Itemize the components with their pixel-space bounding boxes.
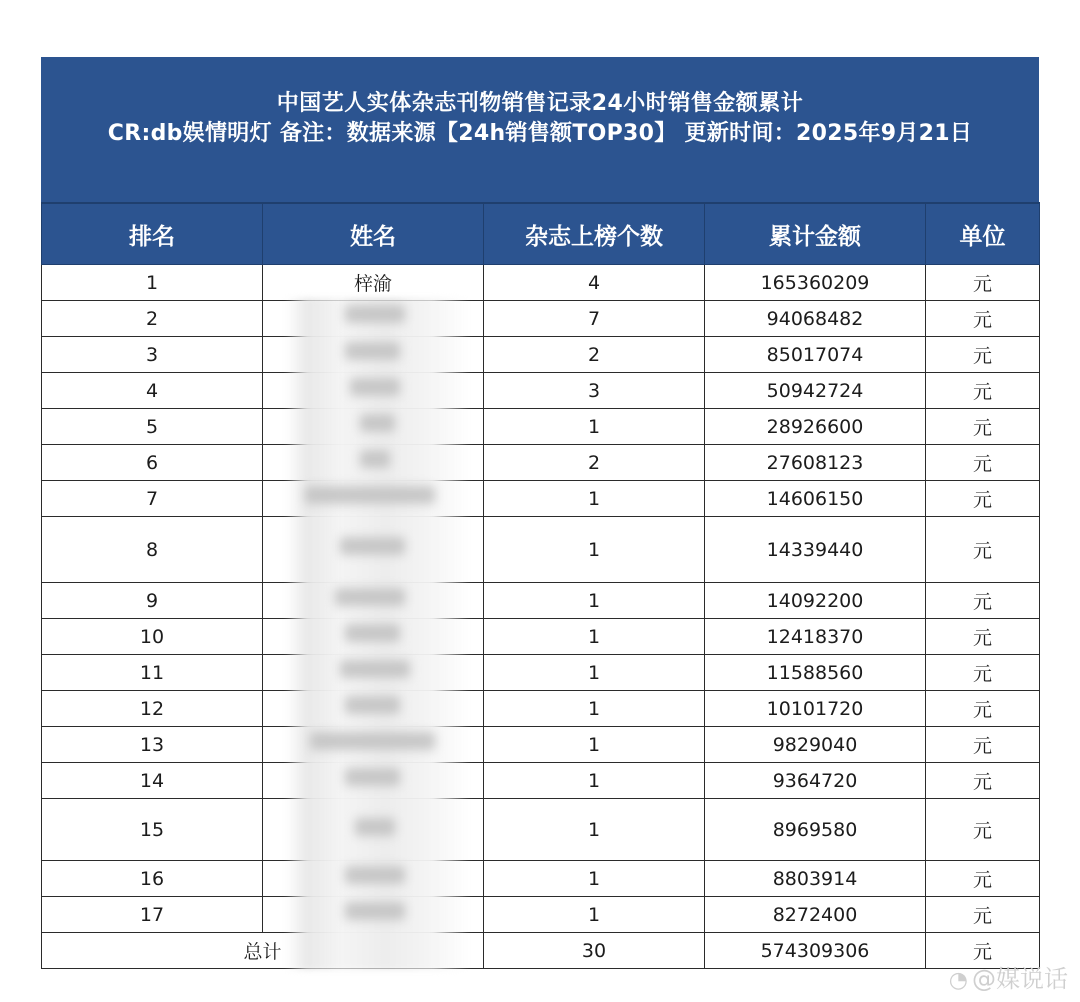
blurred-name bbox=[345, 768, 400, 786]
blurred-name bbox=[310, 732, 435, 750]
rank-cell: 9 bbox=[42, 583, 263, 619]
table-row bbox=[42, 373, 1040, 409]
amount-cell: 8272400 bbox=[705, 897, 926, 933]
blurred-name bbox=[360, 450, 390, 468]
count-cell: 4 bbox=[484, 265, 705, 301]
count-cell: 1 bbox=[484, 897, 705, 933]
unit-cell: 元 bbox=[926, 265, 1040, 301]
table-row bbox=[42, 691, 1040, 727]
unit-cell: 元 bbox=[926, 691, 1040, 727]
total-amount: 574309306 bbox=[705, 933, 926, 969]
amount-cell: 85017074 bbox=[705, 337, 926, 373]
sales-table bbox=[41, 202, 1040, 969]
amount-cell: 9364720 bbox=[705, 763, 926, 799]
weibo-watermark bbox=[949, 959, 1068, 994]
count-cell: 2 bbox=[484, 445, 705, 481]
count-cell: 7 bbox=[484, 301, 705, 337]
unit-cell: 元 bbox=[926, 481, 1040, 517]
count-cell: 1 bbox=[484, 619, 705, 655]
rank-cell: 2 bbox=[42, 301, 263, 337]
unit-cell: 元 bbox=[926, 445, 1040, 481]
table-row bbox=[42, 655, 1040, 691]
unit-cell: 元 bbox=[926, 583, 1040, 619]
unit-cell: 元 bbox=[926, 897, 1040, 933]
unit-cell: 元 bbox=[926, 763, 1040, 799]
page-title: 中国艺人实体杂志刊物销售记录24小时销售金额累计 bbox=[276, 91, 804, 116]
count-cell: 1 bbox=[484, 655, 705, 691]
count-cell: 1 bbox=[484, 799, 705, 861]
name-cell: 梓渝 bbox=[263, 265, 484, 301]
blurred-name bbox=[360, 414, 395, 432]
amount-cell: 14339440 bbox=[705, 517, 926, 583]
table-row bbox=[42, 481, 1040, 517]
rank-cell: 17 bbox=[42, 897, 263, 933]
table-row bbox=[42, 763, 1040, 799]
unit-cell: 元 bbox=[926, 619, 1040, 655]
header-count: 杂志上榜个数 bbox=[484, 203, 705, 265]
rank-cell: 1 bbox=[42, 265, 263, 301]
rank-cell: 15 bbox=[42, 799, 263, 861]
amount-cell: 10101720 bbox=[705, 691, 926, 727]
page-subtitle: CR:db娱情明灯 备注：数据来源【24h销售额TOP30】 更新时间：2025年9月21日 bbox=[107, 121, 973, 146]
total-label: 总计 bbox=[42, 933, 484, 969]
table-row bbox=[42, 799, 1040, 861]
sales-sheet bbox=[41, 57, 1039, 969]
table-row bbox=[42, 727, 1040, 763]
blurred-name bbox=[305, 486, 435, 504]
blurred-name bbox=[345, 342, 400, 360]
weibo-icon: ◔ bbox=[948, 968, 968, 993]
count-cell: 2 bbox=[484, 337, 705, 373]
amount-cell: 8969580 bbox=[705, 799, 926, 861]
count-cell: 1 bbox=[484, 583, 705, 619]
rank-cell: 12 bbox=[42, 691, 263, 727]
table-row bbox=[42, 265, 1040, 301]
table-row bbox=[42, 861, 1040, 897]
count-cell: 1 bbox=[484, 481, 705, 517]
blurred-name bbox=[345, 624, 400, 642]
table-row bbox=[42, 409, 1040, 445]
rank-cell: 16 bbox=[42, 861, 263, 897]
rank-cell: 14 bbox=[42, 763, 263, 799]
unit-cell: 元 bbox=[926, 799, 1040, 861]
rank-cell: 8 bbox=[42, 517, 263, 583]
rank-cell: 10 bbox=[42, 619, 263, 655]
blurred-name bbox=[345, 305, 405, 323]
watermark-text: @媒说话 bbox=[972, 965, 1068, 993]
rank-cell: 5 bbox=[42, 409, 263, 445]
unit-cell: 元 bbox=[926, 517, 1040, 583]
count-cell: 1 bbox=[484, 691, 705, 727]
header-amount: 累计金额 bbox=[705, 203, 926, 265]
blurred-name bbox=[350, 378, 400, 396]
blurred-name bbox=[355, 818, 395, 836]
amount-cell: 12418370 bbox=[705, 619, 926, 655]
amount-cell: 11588560 bbox=[705, 655, 926, 691]
title-banner bbox=[41, 57, 1039, 202]
header-rank: 排名 bbox=[42, 203, 263, 265]
count-cell: 1 bbox=[484, 517, 705, 583]
amount-cell: 8803914 bbox=[705, 861, 926, 897]
unit-cell: 元 bbox=[926, 655, 1040, 691]
header-name: 姓名 bbox=[263, 203, 484, 265]
unit-cell: 元 bbox=[926, 301, 1040, 337]
rank-cell: 3 bbox=[42, 337, 263, 373]
amount-cell: 9829040 bbox=[705, 727, 926, 763]
table-row bbox=[42, 583, 1040, 619]
rank-cell: 6 bbox=[42, 445, 263, 481]
blurred-name bbox=[345, 902, 405, 920]
rank-cell: 4 bbox=[42, 373, 263, 409]
unit-cell: 元 bbox=[926, 861, 1040, 897]
unit-cell: 元 bbox=[926, 337, 1040, 373]
amount-cell: 94068482 bbox=[705, 301, 926, 337]
table-row bbox=[42, 619, 1040, 655]
table-row bbox=[42, 337, 1040, 373]
count-cell: 3 bbox=[484, 373, 705, 409]
unit-cell: 元 bbox=[926, 373, 1040, 409]
header-unit: 单位 bbox=[926, 203, 1040, 265]
blurred-name bbox=[345, 866, 405, 884]
rank-cell: 7 bbox=[42, 481, 263, 517]
count-cell: 1 bbox=[484, 861, 705, 897]
total-row bbox=[42, 933, 1040, 969]
blurred-name bbox=[340, 537, 405, 555]
blurred-name bbox=[335, 588, 405, 606]
count-cell: 1 bbox=[484, 763, 705, 799]
table-row bbox=[42, 445, 1040, 481]
amount-cell: 14092200 bbox=[705, 583, 926, 619]
total-count: 30 bbox=[484, 933, 705, 969]
table-header-row bbox=[42, 203, 1040, 265]
blurred-name bbox=[340, 660, 410, 678]
count-cell: 1 bbox=[484, 727, 705, 763]
amount-cell: 28926600 bbox=[705, 409, 926, 445]
table-row bbox=[42, 301, 1040, 337]
unit-cell: 元 bbox=[926, 727, 1040, 763]
unit-cell: 元 bbox=[926, 409, 1040, 445]
total-unit: 元 bbox=[926, 933, 1040, 969]
rank-cell: 11 bbox=[42, 655, 263, 691]
amount-cell: 165360209 bbox=[705, 265, 926, 301]
amount-cell: 27608123 bbox=[705, 445, 926, 481]
amount-cell: 50942724 bbox=[705, 373, 926, 409]
table-row bbox=[42, 517, 1040, 583]
amount-cell: 14606150 bbox=[705, 481, 926, 517]
table-row bbox=[42, 897, 1040, 933]
count-cell: 1 bbox=[484, 409, 705, 445]
rank-cell: 13 bbox=[42, 727, 263, 763]
blurred-name bbox=[345, 696, 400, 714]
